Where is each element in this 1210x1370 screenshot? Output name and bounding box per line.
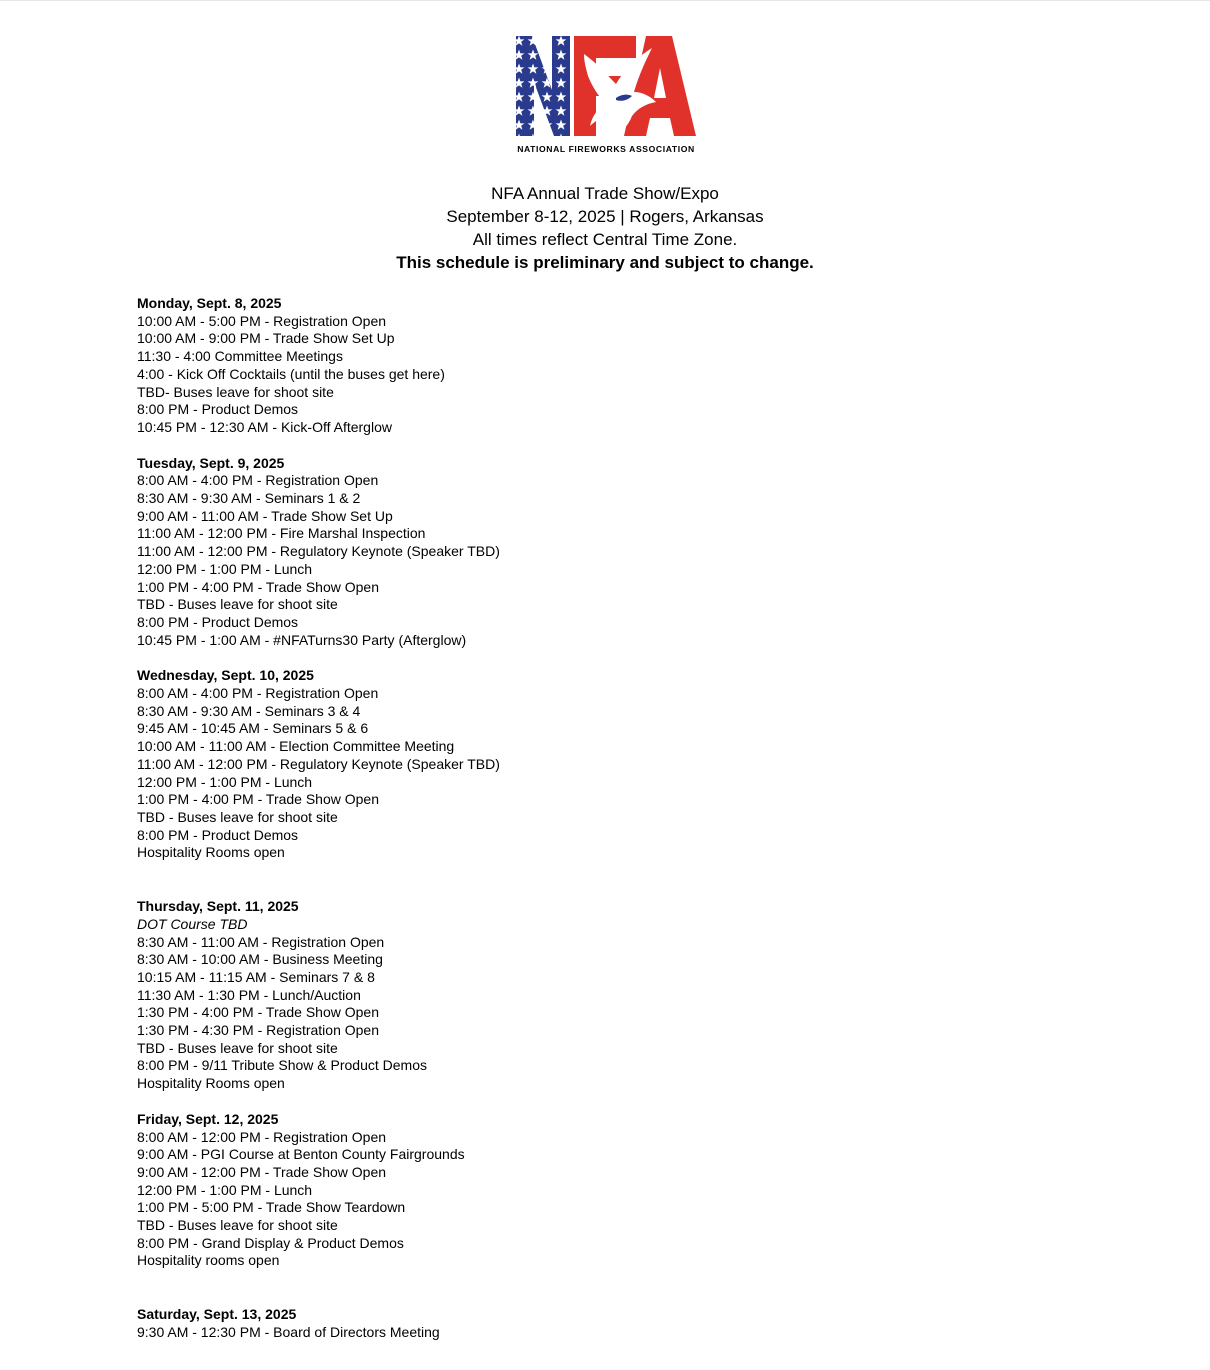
schedule-entry: TBD - Buses leave for shoot site bbox=[137, 1039, 338, 1056]
schedule-entry: 9:00 AM - PGI Course at Benton County Fairgrounds bbox=[137, 1146, 465, 1163]
schedule-entry: 8:00 AM - 4:00 PM - Registration Open bbox=[137, 472, 379, 489]
schedule-entry: 1:00 PM - 5:00 PM - Trade Show Teardown bbox=[137, 1199, 406, 1216]
header-timezone-note: All times reflect Central Time Zone. bbox=[472, 230, 738, 249]
schedule-entry: 11:30 AM - 1:30 PM - Lunch/Auction bbox=[137, 986, 361, 1003]
schedule-entry: Hospitality Rooms open bbox=[137, 1075, 285, 1092]
schedule-entry: 8:00 PM - Grand Display & Product Demos bbox=[137, 1234, 404, 1251]
schedule-entry: Hospitality Rooms open bbox=[137, 844, 285, 861]
day-title: Saturday, Sept. 13, 2025 bbox=[137, 1306, 297, 1323]
schedule-entry: TBD - Buses leave for shoot site bbox=[137, 596, 338, 613]
schedule-entry: 12:00 PM - 1:00 PM - Lunch bbox=[137, 560, 313, 577]
day-title: Wednesday, Sept. 10, 2025 bbox=[137, 667, 314, 684]
schedule-entry: 8:00 PM - 9/11 Tribute Show & Product Demos bbox=[137, 1057, 427, 1074]
day-wednesday bbox=[137, 667, 837, 862]
schedule-entry: 9:30 AM - 12:30 PM - Board of Directors Meeting bbox=[137, 1323, 440, 1340]
day-monday bbox=[137, 295, 837, 437]
schedule-entry: 10:00 AM - 5:00 PM - Registration Open bbox=[137, 312, 387, 329]
day-friday bbox=[137, 1111, 837, 1270]
day-title: Monday, Sept. 8, 2025 bbox=[137, 295, 282, 311]
header-disclaimer: This schedule is preliminary and subject to change. bbox=[396, 253, 814, 272]
header-dates-location: September 8-12, 2025 | Rogers, Arkansas bbox=[446, 207, 764, 226]
schedule-entry: 8:00 AM - 4:00 PM - Registration Open bbox=[137, 685, 379, 702]
day-saturday bbox=[137, 1306, 837, 1341]
logo-caption: NATIONAL FIREWORKS ASSOCIATION bbox=[517, 144, 695, 154]
day-note: DOT Course TBD bbox=[137, 915, 248, 932]
schedule-entry: 8:30 AM - 9:30 AM - Seminars 1 & 2 bbox=[137, 490, 361, 507]
day-title: Tuesday, Sept. 9, 2025 bbox=[137, 454, 285, 471]
schedule-entry: 9:45 AM - 10:45 AM - Seminars 5 & 6 bbox=[137, 720, 369, 737]
day-title: Friday, Sept. 12, 2025 bbox=[137, 1110, 279, 1127]
page-top-rule bbox=[0, 0, 1210, 1]
schedule-entry: 8:30 AM - 9:30 AM - Seminars 3 & 4 bbox=[137, 702, 361, 719]
day-tuesday bbox=[137, 455, 837, 650]
header-title: NFA Annual Trade Show/Expo bbox=[491, 184, 719, 203]
schedule-entry: 1:30 PM - 4:00 PM - Trade Show Open bbox=[137, 1004, 380, 1021]
schedule-entry: 10:45 PM - 12:30 AM - Kick-Off Afterglow bbox=[137, 418, 392, 435]
schedule-entry: 8:00 PM - Product Demos bbox=[137, 401, 299, 418]
schedule-entry: 1:00 PM - 4:00 PM - Trade Show Open bbox=[137, 791, 380, 808]
schedule-entry: TBD- Buses leave for shoot site bbox=[137, 383, 334, 400]
nfa-logo bbox=[512, 34, 700, 158]
day-thursday bbox=[137, 898, 837, 1093]
schedule-entry: 11:30 - 4:00 Committee Meetings bbox=[137, 348, 343, 365]
schedule-entry: 8:00 AM - 12:00 PM - Registration Open bbox=[137, 1128, 387, 1145]
schedule-entry: 1:00 PM - 4:00 PM - Trade Show Open bbox=[137, 578, 380, 595]
schedule-entry: 8:30 AM - 10:00 AM - Business Meeting bbox=[137, 951, 383, 968]
schedule-entry: 12:00 PM - 1:00 PM - Lunch bbox=[137, 1181, 313, 1198]
schedule-entry: 1:30 PM - 4:30 PM - Registration Open bbox=[137, 1022, 379, 1039]
schedule-entry: 10:15 AM - 11:15 AM - Seminars 7 & 8 bbox=[137, 968, 375, 985]
day-title: Thursday, Sept. 11, 2025 bbox=[137, 898, 299, 915]
schedule-entry: 8:30 AM - 11:00 AM - Registration Open bbox=[137, 933, 385, 950]
schedule-entry: 9:00 AM - 12:00 PM - Trade Show Open bbox=[137, 1163, 387, 1180]
schedule-entry: Hospitality rooms open bbox=[137, 1252, 280, 1269]
schedule bbox=[137, 295, 837, 1342]
schedule-entry: TBD - Buses leave for shoot site bbox=[137, 808, 338, 825]
schedule-entry: 8:00 PM - Product Demos bbox=[137, 613, 299, 630]
schedule-entry: 8:00 PM - Product Demos bbox=[137, 826, 299, 843]
schedule-entry: 10:00 AM - 9:00 PM - Trade Show Set Up bbox=[137, 330, 395, 347]
schedule-entry: 11:00 AM - 12:00 PM - Regulatory Keynote (Speaker TBD) bbox=[137, 755, 500, 772]
document-header bbox=[0, 182, 1210, 274]
nfa-logo-graphic bbox=[512, 34, 700, 158]
schedule-entry: TBD - Buses leave for shoot site bbox=[137, 1217, 338, 1234]
schedule-entry: 12:00 PM - 1:00 PM - Lunch bbox=[137, 773, 313, 790]
schedule-entry: 4:00 - Kick Off Cocktails (until the buses get here) bbox=[137, 365, 445, 382]
schedule-entry: 10:00 AM - 11:00 AM - Election Committee Meeting bbox=[137, 738, 455, 755]
schedule-entry: 10:45 PM - 1:00 AM - #NFATurns30 Party (Afterglow) bbox=[137, 631, 467, 648]
schedule-entry: 11:00 AM - 12:00 PM - Fire Marshal Inspection bbox=[137, 525, 426, 542]
schedule-entry: 9:00 AM - 11:00 AM - Trade Show Set Up bbox=[137, 507, 393, 524]
schedule-entry: 11:00 AM - 12:00 PM - Regulatory Keynote (Speaker TBD) bbox=[137, 543, 500, 560]
